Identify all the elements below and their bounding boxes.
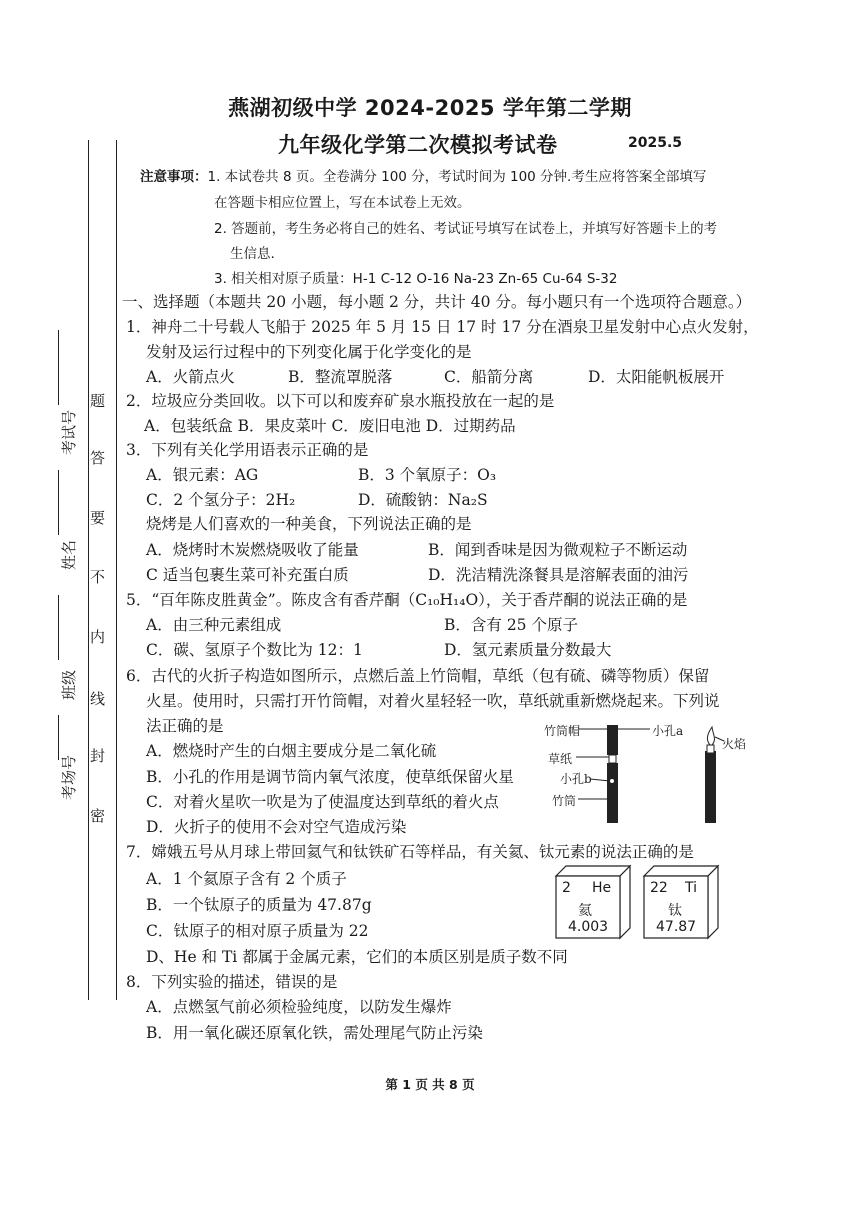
he-name: 氦 [578,903,592,919]
q3-option-c: C．2 个氢分子：2H₂ [146,491,296,509]
note-1b: 在答题卡相应位置上，写在本试卷上无效。 [214,195,471,211]
binding-line-outer [88,140,89,1000]
label-tube: 竹筒 [552,794,577,808]
seal-word-4: 不 [90,568,106,586]
q4-option-a: A．烧烤时木炭燃烧吸收了能量 [146,541,359,559]
notes-line-1 [140,165,706,185]
he-symbol: He [592,880,612,896]
q5-option-d: D．氢元素质量分数最大 [444,641,612,659]
seal-word-5: 内 [90,628,106,646]
class-blank [58,595,59,660]
q4-option-b: B．闻到香味是因为微观粒子不断运动 [428,541,688,559]
exam-date: 2025.5 [628,135,683,151]
q7-option-d: D、He 和 Ti 都属于金属元素，它们的本质区别是质子数不同 [146,948,568,966]
he-atomic-number: 2 [562,880,571,896]
page-footer: 第 1 页 共 8 页 [385,1077,475,1092]
label-paper: 草纸 [548,752,573,766]
note-2a: 2. 答题前，考生务必将自己的姓名、考试证号填写在试卷上，并填写好答题卡上的考 [214,221,718,237]
name-label: 姓名 [60,539,78,570]
he-atomic-mass: 4.003 [568,919,609,935]
q1-option-b: B．整流罩脱落 [288,368,393,386]
q6-option-a: A．燃烧时产生的白烟主要成分是二氧化硫 [146,742,437,760]
seal-word-6: 线 [90,690,106,708]
q4-stem: 烧烤是人们喜欢的一种美食，下列说法正确的是 [146,515,472,533]
note-1a: 1. 本试卷共 8 页。全卷满分 100 分，考试时间为 100 分钟.考生应将答案全部填写 [207,169,707,185]
q8-option-b: B．用一氧化碳还原氧化铁，需处理尾气防止污染 [146,1024,483,1042]
label-hole-a: 小孔a [652,724,684,738]
ti-atomic-number: 22 [650,880,668,896]
q7-stem: 7．嫦娥五号从月球上带回氦气和钛铁矿石等样品，有关氦、钛元素的说法正确的是 [126,843,694,861]
exam-room-blank [58,715,59,760]
notes-label: 注意事项： [140,169,208,185]
q1-option-a: A．火箭点火 [146,368,235,386]
q8-option-a: A．点燃氢气前必须检验纯度，以防发生爆炸 [146,998,452,1016]
ti-atomic-mass: 47.87 [656,919,697,935]
q3-option-a: A．银元素：AG [146,466,259,484]
q2-options: A．包装纸盒 B．果皮菜叶 C．废旧电池 D．过期药品 [144,417,516,435]
q6-stem-line2: 火星。使用时，只需打开竹筒帽，对着火星轻轻一吹，草纸就重新燃烧起来。下列说 [146,692,720,710]
q4-option-c: C 适当包裹生菜可补充蛋白质 [146,566,349,584]
q7-option-a: A．1 个氦原子含有 2 个质子 [146,870,347,888]
class-label: 班级 [60,669,78,700]
q1-option-c: C．船箭分离 [444,368,534,386]
seal-word-3: 要 [90,509,106,527]
q6-stem-line3: 法正确的是 [146,717,224,735]
q6-stem-line1: 6．古代的火折子构造如图所示，点燃后盖上竹筒帽，草纸（包有硫、磷等物质）保留 [126,667,710,685]
q5-option-b: B．含有 25 个原子 [444,616,578,634]
seal-word-7: 封 [90,747,106,765]
exam-room-label: 考场号 [60,754,78,800]
q1-option-d: D．太阳能帆板展开 [588,368,725,386]
exam-number-label: 考试号 [60,409,78,455]
exam-title: 燕湖初级中学 2024-2025 学年第二学期 [228,96,632,120]
q8-stem: 8．下列实验的描述，错误的是 [126,973,338,991]
q3-stem: 3．下列有关化学用语表示正确的是 [126,441,369,459]
q3-option-b: B．3 个氧原子：O₃ [358,466,497,484]
q2-stem: 2．垃圾应分类回收。以下可以和废弃矿泉水瓶投放在一起的是 [126,392,555,410]
note-3: 3. 相关相对原子质量：H-1 C-12 O-16 Na-23 Zn-65 Cu-64 S-32 [214,271,618,287]
ti-name: 钛 [668,903,682,919]
q4-option-d: D．洗洁精洗涤餐具是溶解表面的油污 [428,566,689,584]
name-blank [58,470,59,535]
label-flame: 火焰 [722,737,747,751]
q6-option-d: D．火折子的使用不会对空气造成污染 [146,818,407,836]
seal-word-2: 答 [90,449,106,467]
exam-subtitle: 九年级化学第二次模拟考试卷 [278,133,558,157]
exam-number-blank [58,330,59,405]
seal-word-8: 密 [90,807,106,825]
q7-option-c: C．钛原子的相对原子质量为 22 [146,922,369,940]
fire-starter-drawing [540,715,740,835]
binding-line-inner [116,140,117,1000]
q5-option-a: A．由三种元素组成 [146,616,282,634]
ti-symbol: Ti [685,880,698,896]
seal-word-1: 题 [90,392,106,410]
label-tube-cap: 竹筒帽 [544,724,581,738]
q1-stem-line1: 1．神舟二十号载人飞船于 2025 年 5 月 15 日 17 时 17 分在酒泉卫星发射中心点火发射， [126,318,759,336]
q6-option-b: B．小孔的作用是调节筒内氧气浓度，使草纸保留火星 [146,768,514,786]
q3-option-d: D．硫酸钠：Na₂S [358,491,488,509]
q5-stem: 5．“百年陈皮胜黄金”。陈皮含有香芹酮（C₁₀H₁₄O），关于香芹酮的说法正确的是 [126,591,688,609]
q1-stem-line2: 发射及运行过程中的下列变化属于化学变化的是 [146,343,472,361]
label-hole-b: 小孔b [560,772,592,786]
section-heading: 一、选择题（本题共 20 小题，每小题 2 分，共计 40 分。每小题只有一个选项符合题意。） [122,293,752,311]
q5-option-c: C．碳、氢原子个数比为 12：1 [146,641,363,659]
q6-option-c: C．对着火星吹一吹是为了使温度达到草纸的着火点 [146,793,499,811]
q7-option-b: B．一个钛原子的质量为 47.87g [146,896,372,914]
note-2b: 生信息. [230,246,275,262]
